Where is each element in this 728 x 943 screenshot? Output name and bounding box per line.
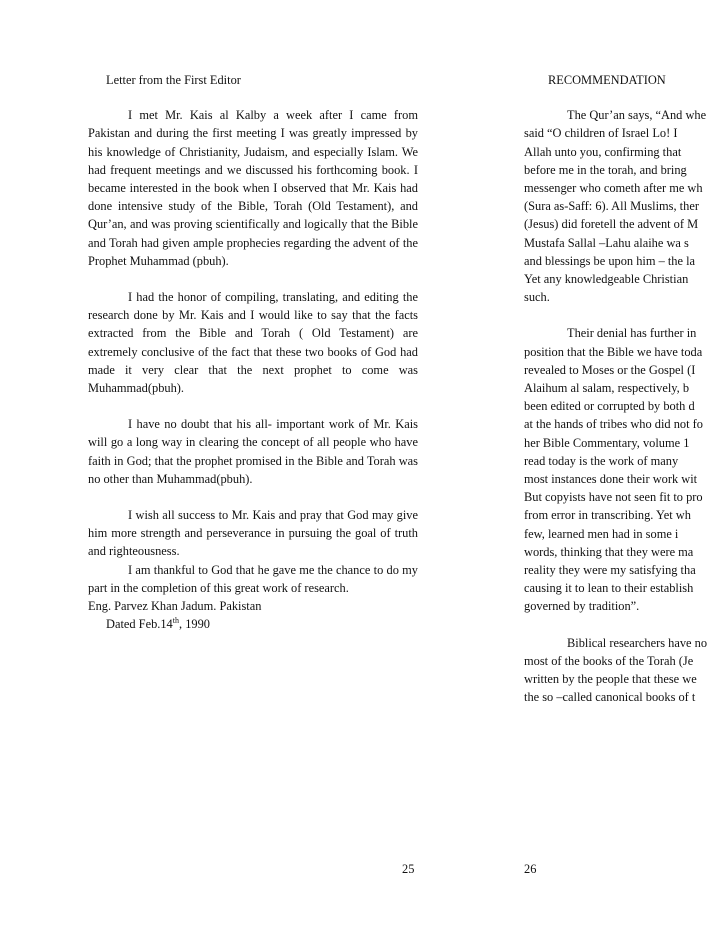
right-line: words, thinking that they were ma bbox=[524, 544, 694, 559]
signature-date-prefix: Dated Feb.14 bbox=[106, 617, 173, 632]
right-line: causing it to lean to their establish bbox=[524, 581, 694, 596]
right-line: reality they were my satisfying tha bbox=[524, 563, 696, 578]
right-line: most of the books of the Torah (Je bbox=[524, 653, 694, 668]
right-paragraph-2 bbox=[524, 324, 728, 615]
right-line: Mustafa Sallal –Lahu alaihe wa s bbox=[524, 235, 689, 250]
right-line: (Sura as-Saff: 6). All Muslims, ther bbox=[524, 199, 699, 214]
right-line: written by the people that these we bbox=[524, 672, 697, 687]
right-line: her Bible Commentary, volume 1 bbox=[524, 435, 690, 450]
right-line: before me in the torah, and bring bbox=[524, 162, 687, 177]
right-line: from error in transcribing. Yet wh bbox=[524, 508, 691, 523]
right-line: read today is the work of many bbox=[524, 453, 679, 468]
right-page-column bbox=[524, 71, 728, 725]
right-line: messenger who cometh after me wh bbox=[524, 181, 703, 196]
left-paragraph-4: I wish all success to Mr. Kais and pray that God may give him more strength and perseverance in pursuing the goal of truth and righteousness. bbox=[88, 508, 418, 559]
right-line: Biblical researchers have no bbox=[567, 635, 708, 650]
left-paragraph-1: I met Mr. Kais al Kalby a week after I came from Pakistan and during the first meeting I was greatly impressed by his knowledge of Christianity, Judaism, and especially Islam. We had frequent meetings and we discussed his forthcoming book. I became interested in the book when I observed that Mr. Kais had done intensive study of the Bible, Torah (Old Testament), and Qur’an, and was proving scientifically and logically that the Bible and Torah had given ample prophecies regarding the advent of the Prophet Muhammad (pbuh). bbox=[88, 108, 418, 268]
right-page-number: 26 bbox=[524, 862, 537, 876]
right-line: few, learned men had in some i bbox=[524, 526, 679, 541]
left-paragraph-5: I am thankful to God that he gave me the chance to do my part in the completion of this great work of research. bbox=[88, 562, 418, 595]
right-paragraph-1 bbox=[524, 106, 728, 306]
left-page-column bbox=[88, 71, 418, 633]
signature-date-suffix: , 1990 bbox=[179, 617, 210, 632]
left-paragraph-2: I had the honor of compiling, translating, and editing the research done by Mr. Kais and I would like to say that the facts extracted from the Bible and Torah ( Old Testament) are extremely conclusive of the fact that these two books of God had made it very clear that the next prophet to come was Muhammad(pbuh). bbox=[88, 290, 418, 396]
signature-name: Eng. Parvez Khan Jadum. Pakistan bbox=[88, 599, 262, 614]
right-line: (Jesus) did foretell the advent of M bbox=[524, 217, 699, 232]
right-line: Their denial has further in bbox=[567, 326, 697, 341]
signature-date-sup: th bbox=[172, 616, 179, 626]
right-line: been edited or corrupted by both d bbox=[524, 399, 695, 414]
left-page-heading: Letter from the First Editor bbox=[106, 73, 241, 87]
right-line: Allah unto you, confirming that bbox=[524, 144, 682, 159]
right-page-heading: RECOMMENDATION bbox=[548, 73, 666, 87]
right-line: said “O children of Israel Lo! I bbox=[524, 126, 678, 141]
right-line: governed by tradition”. bbox=[524, 599, 640, 614]
right-line: and blessings be upon him – the la bbox=[524, 253, 696, 268]
signature-date bbox=[88, 615, 418, 633]
right-line: The Qur’an says, “And whe bbox=[567, 108, 707, 123]
right-line: such. bbox=[524, 290, 550, 305]
right-line: most instances done their work wit bbox=[524, 472, 698, 487]
right-line: Alaihum al salam, respectively, b bbox=[524, 381, 690, 396]
right-line: Yet any knowledgeable Christian bbox=[524, 272, 689, 287]
left-page-number: 25 bbox=[402, 862, 415, 876]
right-line: But copyists have not seen fit to pro bbox=[524, 490, 703, 505]
right-paragraph-3 bbox=[524, 634, 728, 707]
right-line: position that the Bible we have toda bbox=[524, 344, 703, 359]
left-paragraph-3: I have no doubt that his all- important work of Mr. Kais will go a long way in clearing the concept of all people who have faith in God; that the prophet promised in the Bible and Torah was no other than Muhammad(pbuh). bbox=[88, 417, 418, 486]
right-line: revealed to Moses or the Gospel (I bbox=[524, 362, 696, 377]
right-line: at the hands of tribes who did not fo bbox=[524, 417, 703, 432]
right-line: the so –called canonical books of t bbox=[524, 690, 696, 705]
